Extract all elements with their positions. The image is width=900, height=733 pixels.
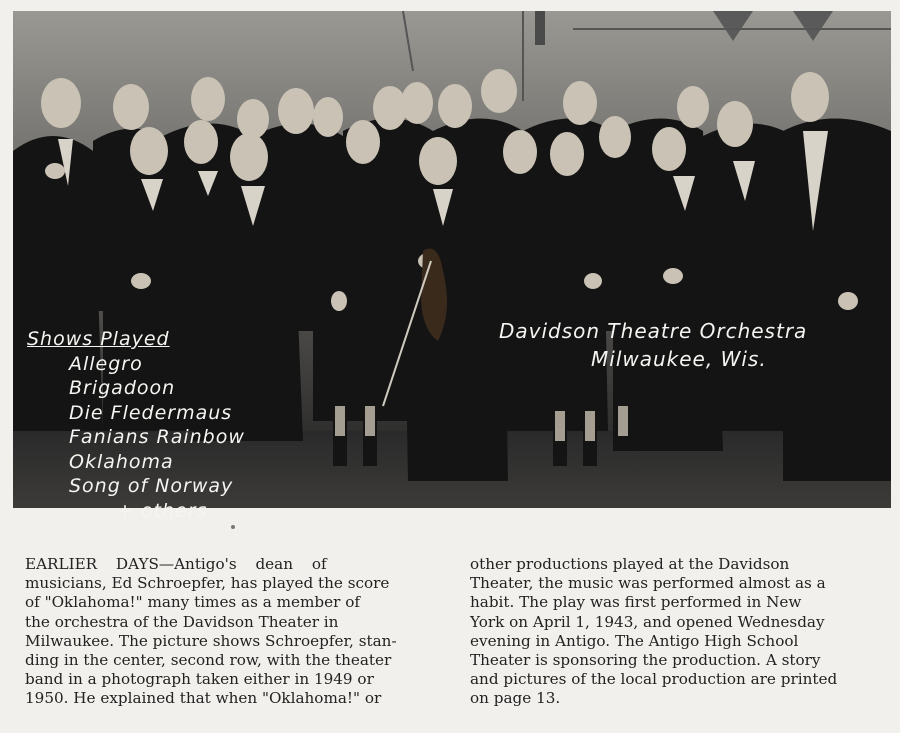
show-item: Oklahoma	[69, 450, 174, 473]
article-line: evening in Antigo. The Antigo High School	[470, 631, 799, 650]
article-line: 1950. He explained that when "Oklahoma!" or	[25, 689, 382, 708]
article-line: on page 13.	[470, 689, 561, 708]
show-item: + others	[117, 499, 208, 522]
article-left-column	[25, 555, 433, 709]
print-speck	[231, 525, 235, 529]
article-line: the orchestra of the Davidson Theater in	[25, 612, 339, 631]
show-item: Die Fledermaus	[69, 401, 233, 424]
article-line: EARLIER DAYS—Antigo's dean of	[25, 555, 327, 573]
show-item: Allegro	[69, 352, 143, 375]
article-right-column	[470, 555, 880, 709]
article-line: habit. The play was first performed in New	[470, 593, 802, 612]
article-line: other productions played at the Davidson	[470, 555, 790, 573]
article-line: band in a photograph taken either in 1949 or	[25, 670, 374, 689]
shows-played-list	[27, 327, 245, 523]
orchestra-photo	[13, 11, 891, 522]
show-item: Brigadoon	[69, 377, 176, 399]
article-line: and pictures of the local production are printed	[470, 670, 838, 689]
article-line: of "Oklahoma!" many times as a member of	[25, 593, 360, 612]
photo-caption-city: Milwaukee, Wis.	[591, 347, 767, 371]
article-line: Milwaukee. The picture shows Schroepfer, stan-	[25, 631, 397, 650]
article-line: musicians, Ed Schroepfer, has played the score	[25, 574, 390, 593]
photo-caption-title: Davidson Theatre Orchestra	[499, 319, 808, 343]
article-line: York on April 1, 1943, and opened Wednesday	[470, 612, 825, 631]
article-line: Theater is sponsoring the production. A story	[470, 651, 821, 670]
shows-heading: Shows Played	[27, 328, 170, 350]
show-item: Fanians Rainbow	[69, 426, 245, 448]
article-line: Theater, the music was performed almost as a	[470, 574, 826, 593]
article-line: ding in the center, second row, with the theater	[25, 651, 392, 670]
show-item: Song of Norway	[69, 475, 234, 497]
